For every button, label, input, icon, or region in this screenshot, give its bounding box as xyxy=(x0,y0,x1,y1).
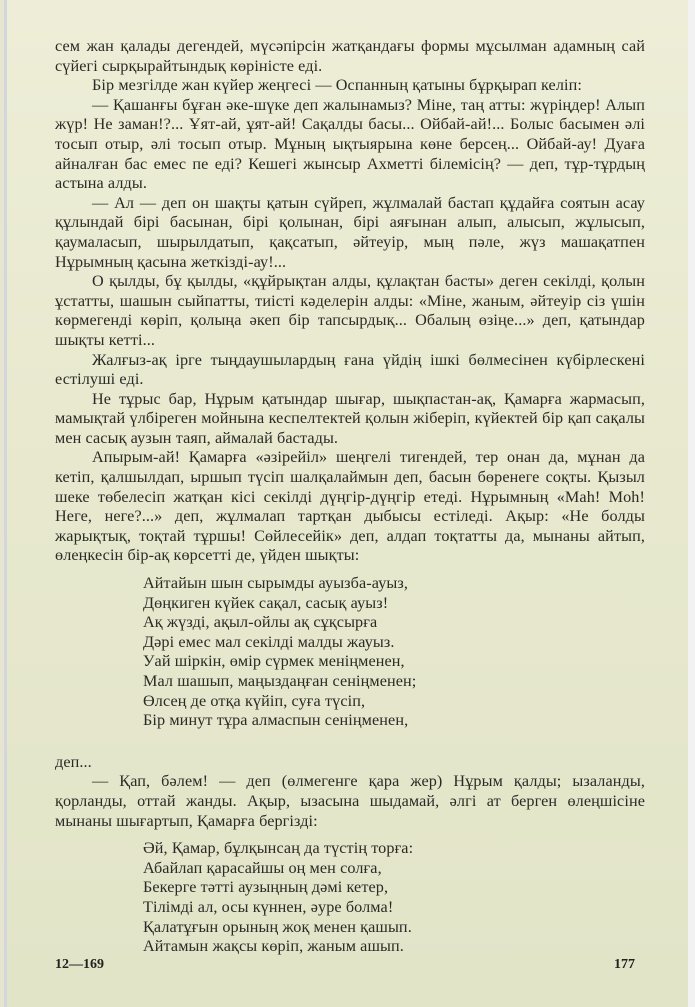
verse-line: Ақ жүзді, ақыл-ойлы ақ сұқсырға xyxy=(143,613,378,632)
verse-block-1 xyxy=(143,574,645,731)
verse-line: Уай шіркін, өмір сүрмек меніңменен, xyxy=(143,652,405,671)
book-page xyxy=(4,0,691,1007)
verse-line: Дәрі емес мал секілді малды жауыз. xyxy=(143,632,395,651)
paragraph: — Қап, бәлем! — деп (өлмегенге қара жер) Нұрым қалды; ызаланды, қорланды, оттай жанды. Ақыр, ызасына шыдамай, әлгі ат берген өлеңшісіне мынаны шығартып, Қамарға бергізді: xyxy=(55,772,645,830)
page-number: 177 xyxy=(614,957,635,972)
verse-line: Тілімді ал, осы күннен, әуре болма! xyxy=(143,897,394,916)
verse-block-2 xyxy=(143,839,645,957)
verse-line: Абайлап қарасайшы оң мен солға, xyxy=(143,858,382,877)
paragraph: Апырым-ай! Қамарға «әзірейіл» шеңгелі тигендей, тер онан да, мұнан да кетіп, қалшылдап, ыршып түсіп шалқалаймын деп, басын бөренеге соқты. Қызыл шеке төбелесіп жатқан кісі секілді дүңгір-дүңгір етеді. Нұрымның «Mah! Moh! Неге, неге?...» деп, жұлмалап тартқан дыбысы естіледі. Ақыр: «Не болды жарықтық, тоқтай тұршы! Сөйлесейік» деп, алдап тоқтатты да, мынаны айтып, өлеңкесін бір-ақ көрсетті де, үйден шықты: xyxy=(55,448,645,565)
verse-line: Бір минут тұра алмаспын сеніңменен, xyxy=(143,711,409,730)
paragraph: — Ал — деп он шақты қатын сүйреп, жұлмалай бастап құдайға соятын асау құлындай бірі басынан, бірі қолынан, бірі аяғынан алып, алысып, жұлысып, қаумаласып, шырылдатып, қақсатып, әйтеуір, мың пәле, жүз машақатпен Нұрымның қасына жеткізді-ау!... xyxy=(55,193,645,271)
verse-line: Айтайын шын сырымды ауызба-ауыз, xyxy=(143,574,409,593)
page-footer xyxy=(55,957,635,973)
paragraph: Бір мезгілде жан күйер жеңгесі — Оспанның қатыны бұрқырап келіп: xyxy=(92,76,582,95)
paragraph: О қылды, бұ қылды, «құйрықтан алды, құлақтан басты» деген секілді, қолын ұстатты, шашын сыйпатты, тиісті кәделерін алды: «Міне, жаным, әйтеуір сіз үшін көрмегенді көріп, қолыңа әкеп бір тапсырдық... Обалың өзіңе...» деп, қатындар шықты кетті... xyxy=(55,272,645,349)
page-body xyxy=(55,37,645,967)
scan-edge xyxy=(688,0,695,1007)
prose-block-top xyxy=(55,37,645,566)
paragraph: деп... xyxy=(55,752,92,771)
paragraph: Жалғыз-ақ ірге тыңдаушылардың ғана үйдің ішкі бөлмесінен күбірлескені естілуші еді. xyxy=(55,350,645,389)
verse-line: Бекерге тәтті аузыңның дәмі кетер, xyxy=(143,878,389,897)
prose-block-mid xyxy=(55,753,645,831)
paragraph: сем жан қалады дегендей, мүсәпірсін жатқандағы формы мұсылман адамның сай сүйегі сырқырайтындық көріністе еді. xyxy=(55,37,645,75)
verse-line: Өлсең де отқа күйіп, суға түсіп, xyxy=(143,691,366,710)
verse-line: Дөңкиген күйек сақал, сасық ауыз! xyxy=(143,593,389,612)
paragraph: Не тұрыс бар, Нұрым қатындар шығар, шықпастан-ақ, Қамарға жармасып, мамықтай үлбіреген мойнына кеспелтектей қолын жіберіп, күйектей бір қап сақалы мен сасық аузын таяп, аймалай бастады. xyxy=(55,389,645,447)
verse-line: Айтамын жақсы көріп, жаным ашып. xyxy=(143,937,404,956)
verse-line: Қалатұғын орының жоқ менен қашып. xyxy=(143,917,412,936)
verse-line: Әй, Қамар, бұлқынсаң да түстің торға: xyxy=(143,839,414,858)
printer-signature: 12—169 xyxy=(55,957,104,972)
verse-line: Мал шашып, маңыздаңған сеніңменен; xyxy=(143,672,417,690)
paragraph: — Қашанғы бұған әке-шүке деп жалынамыз? Міне, таң атты: жүріңдер! Алып жүр! Не заман!?... Ұят-ай, ұят-ай! Сақалды басы... Ойбай-ай!... Болыс басымен әлі тосып отыр, әлі тосып отыр. Мұның ықтыярына көне берсең... Ойбай-ау! Дуаға айналған бас емес пе еді? Кешегі жынсыр Ахметті білемісің? — деп, тұр-тұрдың астына алды. xyxy=(55,95,645,193)
